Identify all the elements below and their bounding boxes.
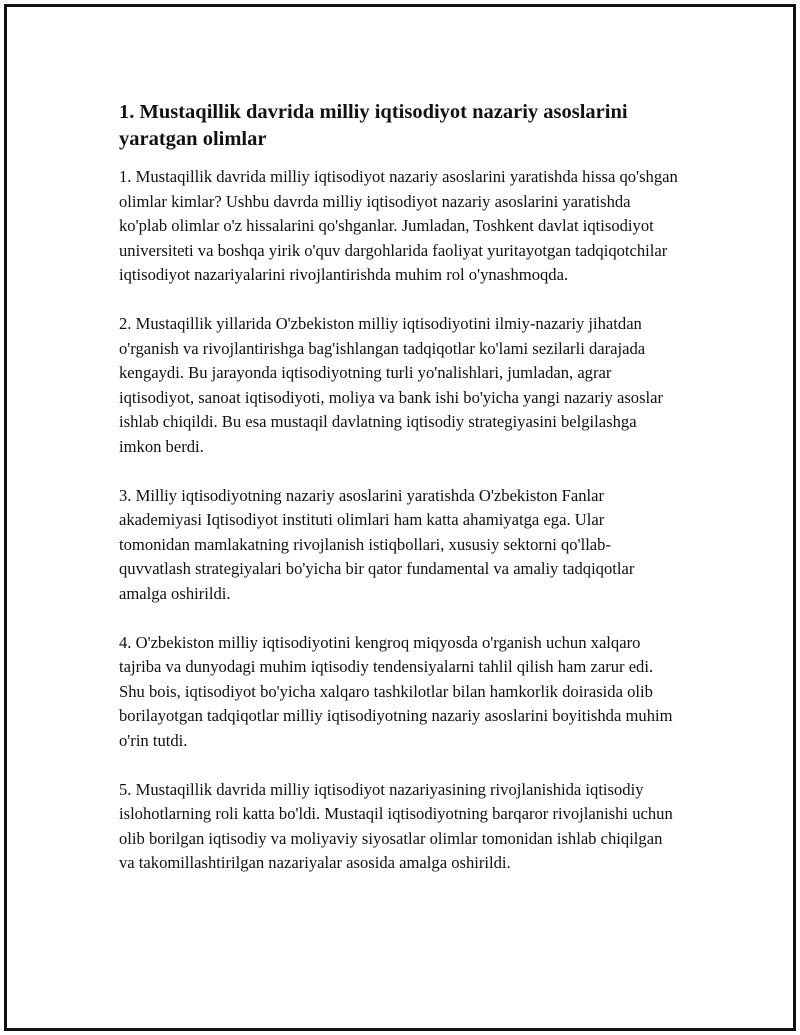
document-content [119,99,679,900]
document-title: 1. Mustaqillik davrida milliy iqtisodiyot nazariy asoslarini yaratgan olimlar [119,101,628,150]
paragraph-2: 2. Mustaqillik yillarida O'zbekiston milliy iqtisodiyotini ilmiy-nazariy jihatdan o'rganish va rivojlantirishga bag'ishlangan tadqiqotlar ko'lami sezilarli darajada kengaydi. Bu jarayonda iqtisodiyotning turli yo'nalishlari, jumladan, agrar iqtisodiyot, sanoat iqtisodiyoti, moliya va bank ishi bo'yicha yangi nazariy asoslar ishlab chiqildi. Bu esa mustaqil davlatning iqtisodiy strategiyasini belgilashga imkon berdi. [119,314,664,456]
paragraph-1: 1. Mustaqillik davrida milliy iqtisodiyot nazariy asoslarini yaratishda hissa qo'shgan olimlar kimlar? Ushbu davrda milliy iqtisodiyot nazariy asoslarini yaratishda ko'plab olimlar o'z hissalarini qo'shganlar. Jumladan, Toshkent davlat iqtisodiyot universiteti va boshqa yirik o'quv dargohlarida faoliyat yuritayotgan tadqiqotchilar iqtisodiyot nazariyalarini rivojlantirishda muhim rol o'ynashmoqda. [119,167,678,284]
paragraph-3: 3. Milliy iqtisodiyotning nazariy asoslarini yaratishda O'zbekiston Fanlar akademiyasi Iqtisodiyot instituti olimlari ham katta ahamiyatga ega. Ular tomonidan mamlakatning rivojlanish istiqbollari, xususiy sektorni qo'llab-quvvatlash strategiyalari bo'yicha bir qator fundamental va amaliy tadqiqotlar amalga oshirildi. [119,485,635,603]
paragraph-5: 5. Mustaqillik davrida milliy iqtisodiyot nazariyasining rivojlanishida iqtisodiy islohotlarning roli katta bo'ldi. Mustaqil iqtisodiyotning barqaror rivojlanishi uchun olib borilgan iqtisodiy va moliyaviy siyosatlar olimlar tomonidan ishlab chiqilgan va takomillashtirilgan nazariyalar asosida amalga oshirildi. [119,779,673,872]
document-page [4,4,796,1031]
paragraph-4: 4. O'zbekiston milliy iqtisodiyotini kengroq miqyosda o'rganish uchun xalqaro tajriba va dunyodagi muhim iqtisodiy tendensiyalarni tahlil qilish ham zarur edi. Shu bois, iqtisodiyot bo'yicha xalqaro tashkilotlar bilan hamkorlik doirasida olib borilayotgan tadqiqotlar milliy iqtisodiyotning nazariy asoslarini boyitishda muhim o'rin tutdi. [119,632,673,750]
